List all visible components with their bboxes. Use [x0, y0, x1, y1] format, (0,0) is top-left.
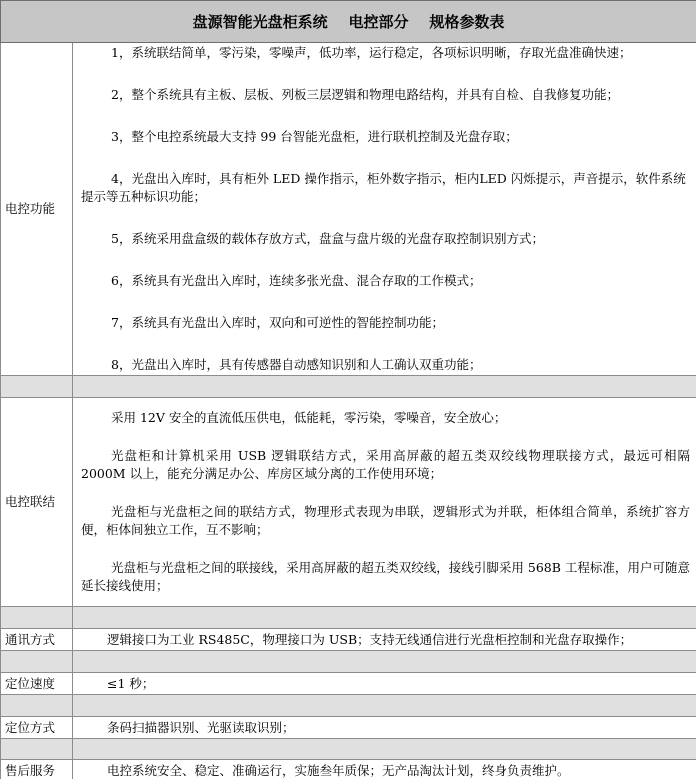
positioning-label: 定位方式 — [1, 717, 73, 739]
spacer-cell — [73, 739, 696, 760]
spacer-cell — [1, 739, 73, 760]
spacer-cell — [1, 651, 73, 673]
spacer-cell — [1, 695, 73, 717]
connection-paragraph-2: 光盘柜和计算机采用 USB 逻辑联结方式，采用高屏蔽的超五类双绞线物理联接方式，最远可相隔 2000M 以上，能充分满足办公、库房区域分离的工作使用环境； — [81, 448, 690, 481]
function-item-2: 2，整个系统具有主板、层板、列板三层逻辑和物理电路结构，并具有自检、自我修复功能； — [111, 87, 619, 102]
service-value: 电控系统安全、稳定、准确运行，实施叁年质保；无产品淘汰计划，终身负责维护。 — [73, 760, 696, 779]
connection-paragraph-4: 光盘柜与光盘柜之间的联接线，采用高屏蔽的超五类双绞线，接线引脚采用 568B 工程标准，用户可随意延长接线使用； — [81, 560, 690, 593]
spacer-row — [1, 739, 696, 760]
spacer-cell — [73, 607, 696, 629]
functions-content — [73, 43, 696, 376]
spacer-cell — [1, 376, 73, 398]
spacer-row — [1, 651, 696, 673]
function-item-6: 6，系统具有光盘出入库时，连续多张光盘、混合存取的工作模式； — [111, 273, 482, 288]
functions-label: 电控功能 — [1, 43, 73, 376]
communication-label: 通讯方式 — [1, 629, 73, 651]
page-title: 盘源智能光盘柜系统 电控部分 规格参数表 — [1, 1, 696, 43]
connection-label: 电控联结 — [1, 398, 73, 607]
spacer-row — [1, 607, 696, 629]
service-row — [1, 760, 696, 779]
connection-content — [73, 398, 696, 607]
spacer-cell — [73, 376, 696, 398]
functions-row — [1, 43, 696, 376]
positioning-value: 条码扫描器识别、光驱读取识别； — [73, 717, 696, 739]
connection-paragraph-3: 光盘柜与光盘柜之间的联结方式，物理形式表现为串联，逻辑形式为并联，柜体组合简单，系统扩容方便，柜体间独立工作，互不影响； — [81, 504, 690, 537]
function-item-8: 8，光盘出入库时，具有传感器自动感知识别和人工确认双重功能； — [111, 357, 482, 372]
positioning-row — [1, 717, 696, 739]
speed-row — [1, 673, 696, 695]
spacer-row — [1, 376, 696, 398]
communication-value: 逻辑接口为工业 RS485C，物理接口为 USB；支持无线通信进行光盘柜控制和光盘存取操作； — [73, 629, 696, 651]
connection-row — [1, 398, 696, 607]
title-row — [1, 1, 696, 43]
spacer-cell — [73, 651, 696, 673]
service-label: 售后服务 — [1, 760, 73, 779]
function-item-1: 1，系统联结简单，零污染，零噪声，低功率，运行稳定，各项标识明晰，存取光盘准确快速； — [111, 45, 632, 60]
spacer-cell — [1, 607, 73, 629]
communication-row — [1, 629, 696, 651]
function-item-7: 7，系统具有光盘出入库时，双向和可逆性的智能控制功能； — [111, 315, 444, 330]
function-item-5: 5，系统采用盘盒级的载体存放方式，盘盒与盘片级的光盘存取控制识别方式； — [111, 231, 544, 246]
spacer-cell — [73, 695, 696, 717]
spacer-row — [1, 695, 696, 717]
connection-paragraph-1: 采用 12V 安全的直流低压供电，低能耗，零污染，零噪音，安全放心； — [111, 410, 507, 425]
speed-value: ≤1 秒； — [73, 673, 696, 695]
function-item-4: 4，光盘出入库时，具有柜外 LED 操作指示，柜外数字指示，柜内LED 闪烁提示，声音提示，软件系统提示等五种标识功能； — [81, 171, 686, 204]
speed-label: 定位速度 — [1, 673, 73, 695]
function-item-3: 3，整个电控系统最大支持 99 台智能光盘柜，进行联机控制及光盘存取； — [111, 129, 518, 144]
